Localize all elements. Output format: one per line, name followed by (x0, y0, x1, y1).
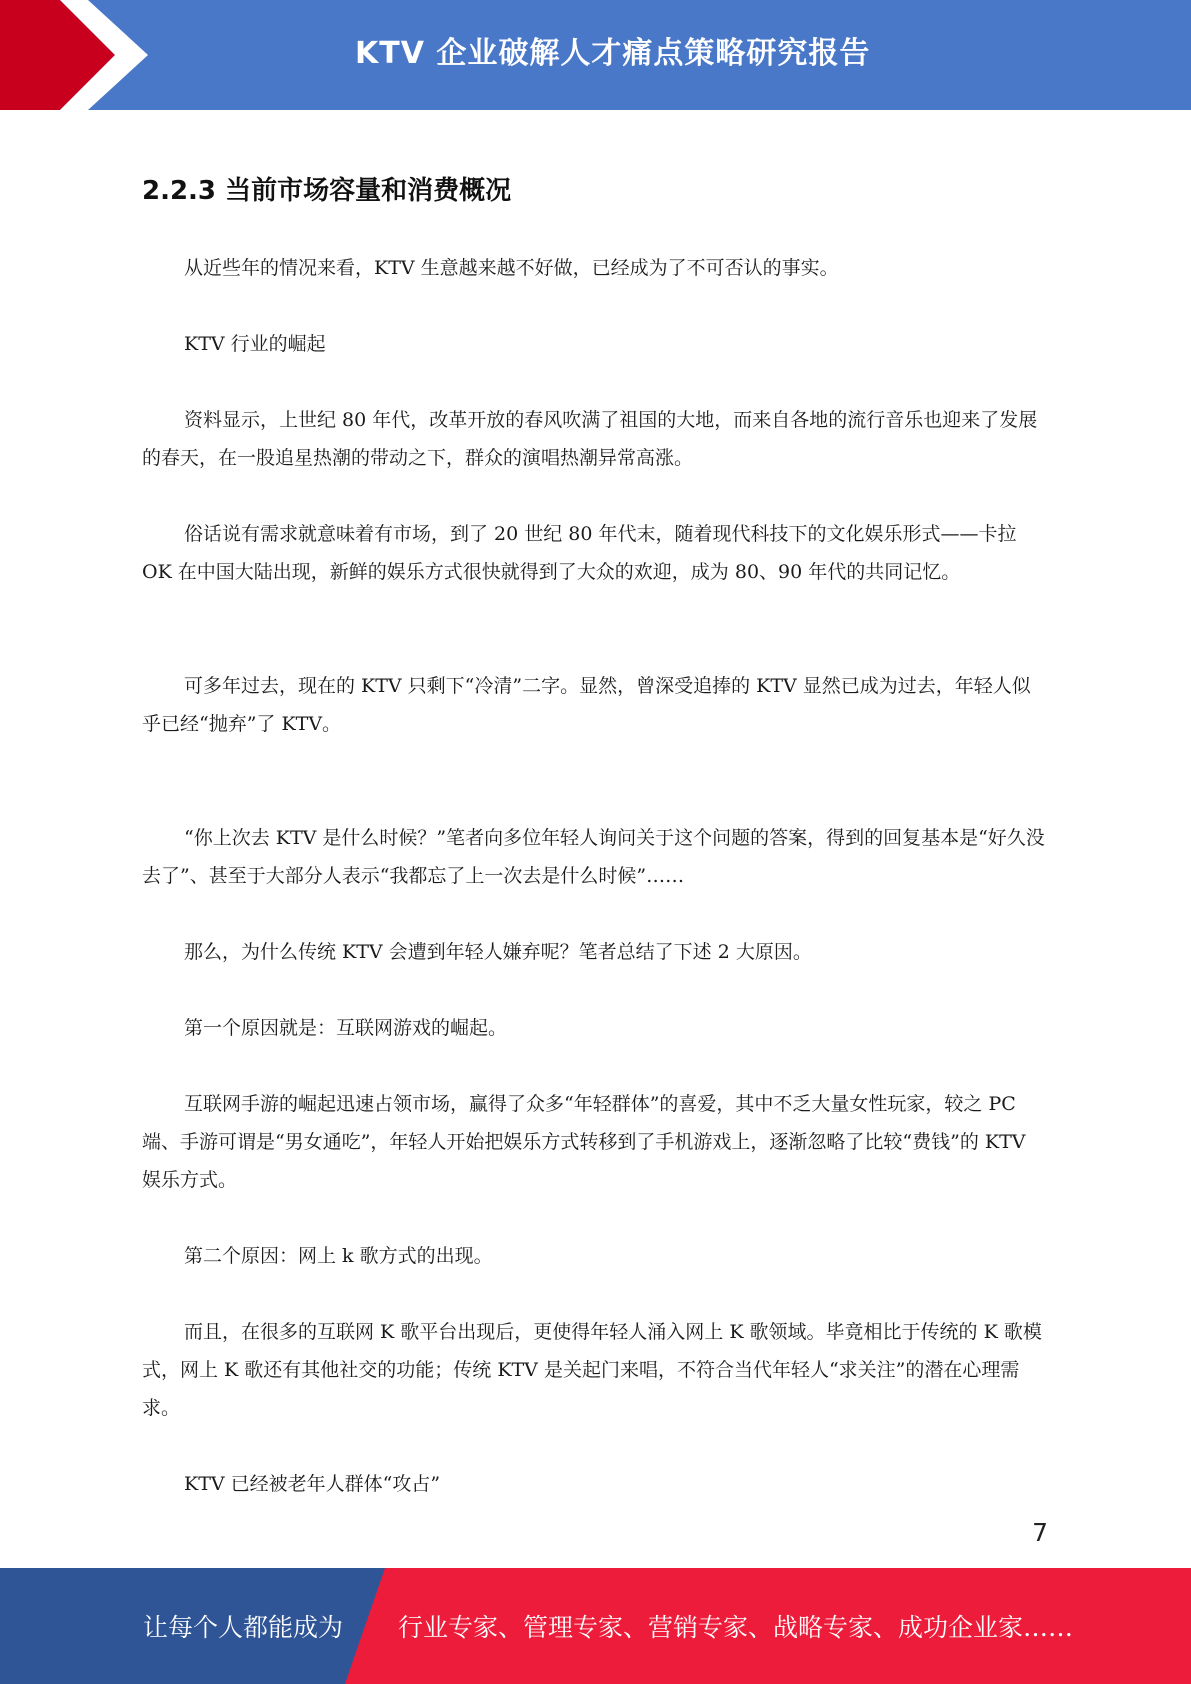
paragraph-12: KTV 已经被老年人群体“攻占” (184, 1473, 441, 1495)
page-number: 7 (1032, 1518, 1048, 1547)
paragraph-10: 第二个原因：网上 k 歌方式的出现。 (184, 1245, 493, 1267)
page-footer (0, 1568, 1191, 1684)
paragraph-8: 第一个原因就是：互联网游戏的崛起。 (184, 1017, 508, 1039)
paragraph-1: 从近些年的情况来看，KTV 生意越来越不好做，已经成为了不可否认的事实。 (184, 257, 839, 279)
paragraph-5: 可多年过去，现在的 KTV 只剩下“冷清”二字。显然，曾深受追捧的 KTV 显然已成为过去，年轻人似乎已经“抛弃”了 KTV。 (142, 675, 1031, 735)
paragraph-3: 资料显示，上世纪 80 年代，改革开放的春风吹满了祖国的大地，而来自各地的流行音乐也迎来了发展的春天，在一股追星热潮的带动之下，群众的演唱热潮异常高涨。 (142, 409, 1038, 469)
paragraph-2: KTV 行业的崛起 (184, 333, 326, 355)
paragraph-11: 而且，在很多的互联网 K 歌平台出现后，更使得年轻人涌入网上 K 歌领域。毕竟相比于传统的 K 歌模式，网上 K 歌还有其他社交的功能；传统 KTV 是关起门来唱，不符合当代年轻人“求关注”的潜在心理需求。 (142, 1321, 1042, 1419)
paragraph-4: 俗话说有需求就意味着有市场，到了 20 世纪 80 年代末，随着现代科技下的文化娱乐形式——卡拉 OK 在中国大陆出现，新鲜的娱乐方式很快就得到了大众的欢迎，成为 80、90 年代的共同记忆。 (142, 523, 1017, 583)
report-title: KTV 企业破解人才痛点策略研究报告 (355, 36, 871, 71)
paragraph-6: “你上次去 KTV 是什么时候？”笔者向多位年轻人询问关于这个问题的答案，得到的回复基本是“好久没去了”、甚至于大部分人表示“我都忘了上一次去是什么时候”…… (142, 827, 1045, 887)
footer-slogan-left: 让每个人都能成为 (143, 1613, 344, 1642)
page-header (0, 0, 1191, 110)
paragraph-9: 互联网手游的崛起迅速占领市场，赢得了众多“年轻群体”的喜爱，其中不乏大量女性玩家，较之 PC 端、手游可谓是“男女通吃”，年轻人开始把娱乐方式转移到了手机游戏上，逐渐忽略了比较“费钱”的 KTV 娱乐方式。 (142, 1093, 1026, 1191)
section-heading: 2.2.3 当前市场容量和消费概况 (142, 176, 512, 206)
paragraph-7: 那么，为什么传统 KTV 会遭到年轻人嫌弃呢？笔者总结了下述 2 大原因。 (184, 941, 812, 963)
footer-slogan-right: 行业专家、管理专家、营销专家、战略专家、成功企业家…… (398, 1613, 1074, 1642)
header-chevron-icon (0, 0, 160, 110)
